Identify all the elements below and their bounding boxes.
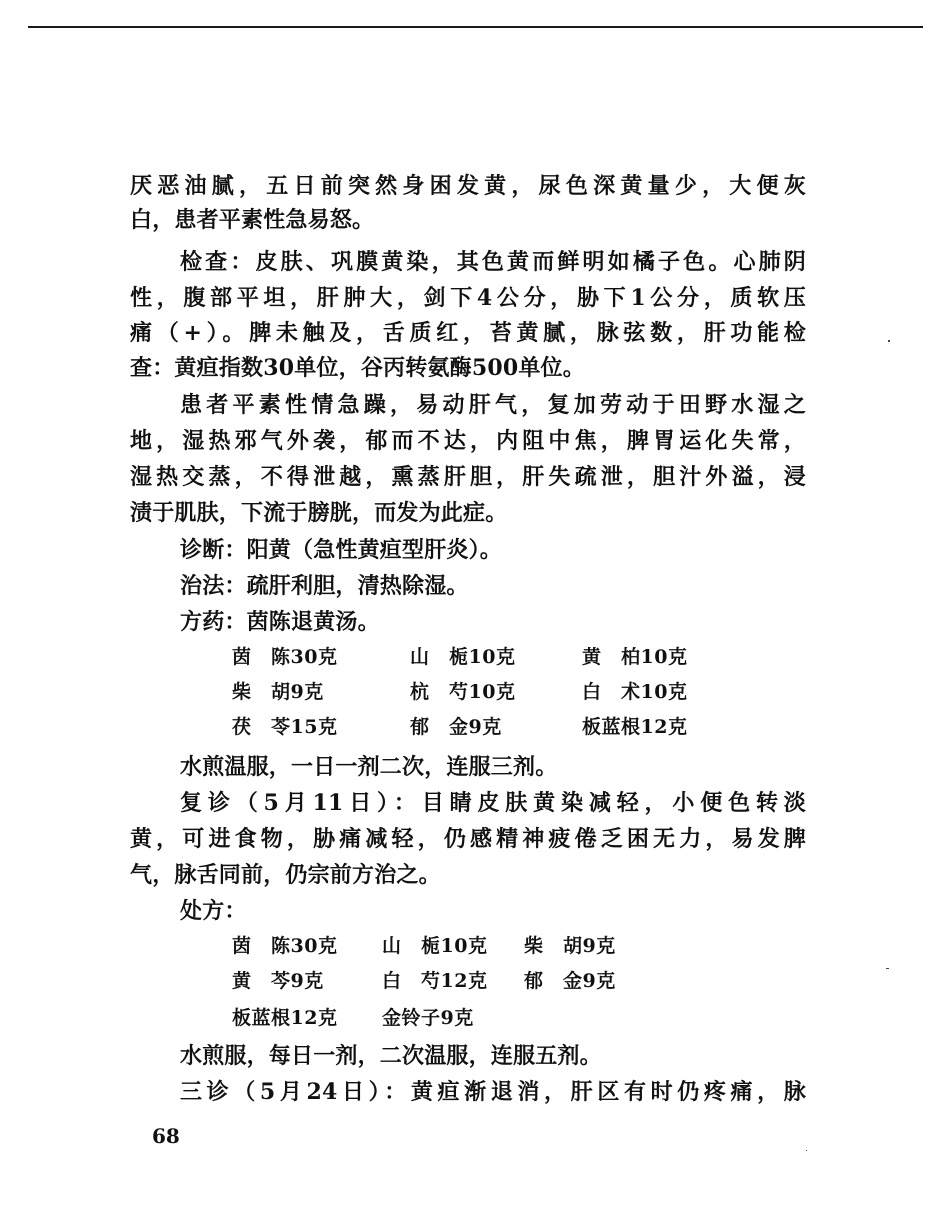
scan-speck	[886, 968, 889, 969]
herb-item: 郁 金9克	[524, 970, 616, 992]
herb-item: 山 栀10克	[382, 935, 488, 957]
text-line: 查：黄疸指数30单位，谷丙转氨酶500单位。	[130, 355, 585, 381]
header-rule	[28, 26, 923, 28]
text-line: 气，脉舌同前，仍宗前方治之。	[130, 862, 441, 888]
herb-item: 板蓝根12克	[232, 1007, 338, 1029]
scan-speck	[888, 340, 890, 342]
herb-item: 茵 陈30克	[232, 646, 338, 668]
herb-item: 白 术10克	[582, 681, 688, 703]
text-line: 黄，可进食物，胁痛减轻，仍感精神疲倦乏困无力，易发脾	[130, 826, 806, 852]
herb-item: 黄 芩9克	[232, 970, 324, 992]
herb-item: 郁 金9克	[410, 716, 502, 738]
text-line: 痛（+）。脾未触及，舌质红，苔黄腻，脉弦数，肝功能检	[130, 320, 806, 346]
herb-item: 柴 胡9克	[232, 681, 324, 703]
text-line: 白，患者平素性急易怒。	[130, 207, 375, 233]
herb-item: 柴 胡9克	[524, 935, 616, 957]
text-line: 检查：皮肤、巩膜黄染，其色黄而鲜明如橘子色。心肺阴	[180, 249, 806, 275]
text-line: 厌恶油腻，五日前突然身困发黄，尿色深黄量少，大便灰	[130, 173, 806, 199]
text-line: 患者平素性情急躁，易动肝气，复加劳动于田野水湿之	[180, 392, 806, 418]
page-number: 68	[152, 1124, 180, 1148]
herb-item: 杭 芍10克	[410, 681, 516, 703]
herb-item: 茵 陈30克	[232, 935, 338, 957]
text-line: 地，湿热邪气外袭，郁而不达，内阻中焦，脾胃运化失常，	[130, 428, 806, 454]
herb-item: 金铃子9克	[382, 1007, 474, 1029]
text-line: 湿热交蒸，不得泄越，熏蒸肝胆，肝失疏泄，胆汁外溢，浸	[130, 464, 806, 490]
text-line: 三诊（5月24日）：黄疸渐退消，肝区有时仍疼痛，脉	[180, 1079, 806, 1105]
text-line: 水煎温服，一日一剂二次，连服三剂。	[180, 754, 558, 780]
formula-line: 方药：茵陈退黄汤。	[180, 609, 380, 635]
herb-item: 黄 柏10克	[582, 646, 688, 668]
text-line: 复诊（5月11日）：目睛皮肤黄染减轻，小便色转淡	[180, 790, 806, 816]
prescription-label: 处方：	[180, 898, 247, 924]
herb-item: 山 栀10克	[410, 646, 516, 668]
text-line: 渍于肌肤，下流于膀胱，而发为此症。	[130, 500, 508, 526]
text-line: 水煎服，每日一剂，二次温服，连服五剂。	[180, 1043, 602, 1069]
herb-item: 白 芍12克	[382, 970, 488, 992]
text-line: 性，腹部平坦，肝肿大，剑下4公分，胁下1公分，质软压	[130, 285, 806, 311]
treatment-line: 治法：疏肝利胆，清热除湿。	[180, 573, 469, 599]
scan-speck	[806, 1150, 807, 1151]
herb-item: 茯 苓15克	[232, 716, 338, 738]
diagnosis-line: 诊断：阳黄（急性黄疸型肝炎）。	[180, 537, 503, 563]
herb-item: 板蓝根12克	[582, 716, 688, 738]
